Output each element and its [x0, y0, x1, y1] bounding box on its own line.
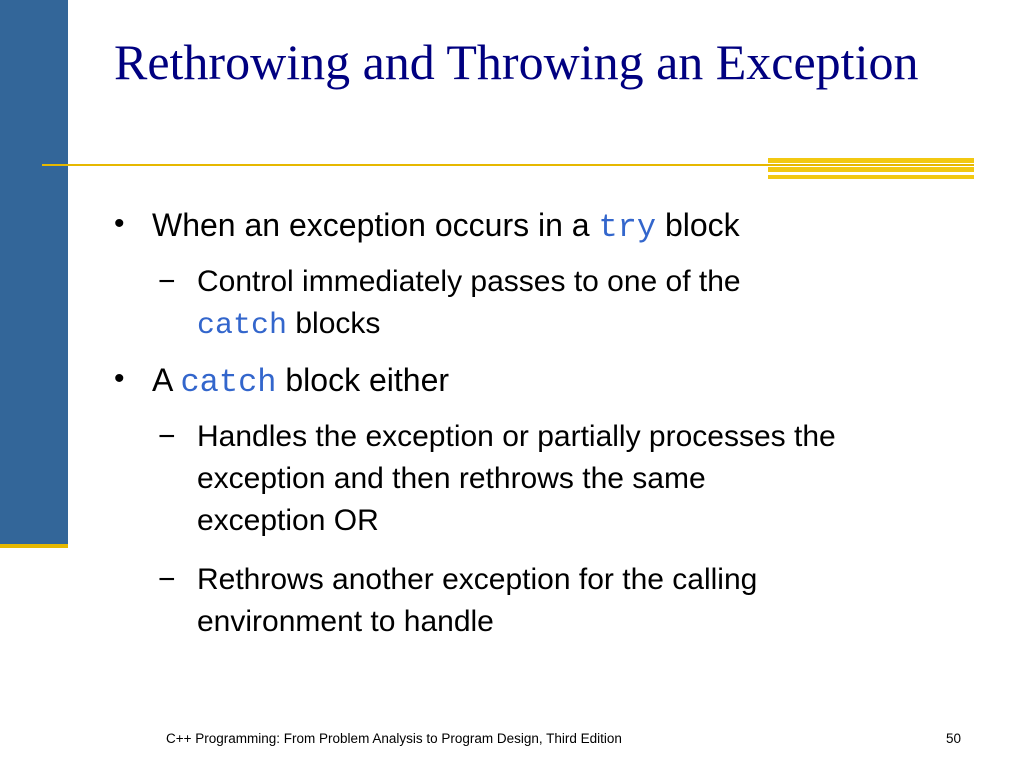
- slide-title: Rethrowing and Throwing an Exception: [114, 34, 919, 90]
- accent-bar: [768, 167, 974, 172]
- sub-bullet-line: environment to handle: [197, 605, 494, 638]
- inline-code: catch: [180, 364, 277, 401]
- accent-bars: [768, 158, 974, 180]
- bullet-text-before: A: [152, 362, 181, 398]
- bullet-marker: •: [114, 207, 125, 240]
- bullet-text: [152, 361, 449, 402]
- footer-source: C++ Programming: From Problem Analysis to Program Design, Third Edition: [166, 731, 622, 746]
- accent-bar: [768, 158, 974, 163]
- sub-bullet-line: Handles the exception or partially processes the: [197, 420, 836, 453]
- sub-bullet-text: [197, 261, 987, 347]
- sub-bullet-line: exception OR: [197, 504, 379, 537]
- sub-bullet-text-after: blocks: [287, 307, 381, 340]
- sidebar-accent-rule: [0, 544, 68, 548]
- bullet-text-after: block either: [276, 362, 450, 398]
- inline-code: catch: [197, 309, 288, 343]
- sub-bullet-marker: −: [158, 420, 176, 453]
- sub-bullet-line: [197, 303, 987, 347]
- bullet-text: [152, 206, 740, 247]
- page-number: 50: [946, 731, 962, 746]
- bullet-marker: •: [114, 362, 125, 395]
- sub-bullet-line: exception and then rethrows the same: [197, 462, 706, 495]
- sub-bullet-line: Control immediately passes to one of the: [197, 265, 741, 298]
- sub-bullet-marker: −: [158, 563, 176, 596]
- sub-bullet-line: Rethrows another exception for the calling: [197, 563, 758, 596]
- sub-bullet-text: [197, 559, 987, 643]
- sub-bullet-text: [197, 416, 987, 542]
- inline-code: try: [598, 209, 657, 246]
- bullet-text-after: block: [656, 207, 740, 243]
- sub-bullet-marker: −: [158, 265, 176, 298]
- bullet-text-before: When an exception occurs in a: [152, 207, 599, 243]
- accent-bar: [768, 175, 974, 179]
- sidebar-band: [0, 0, 68, 546]
